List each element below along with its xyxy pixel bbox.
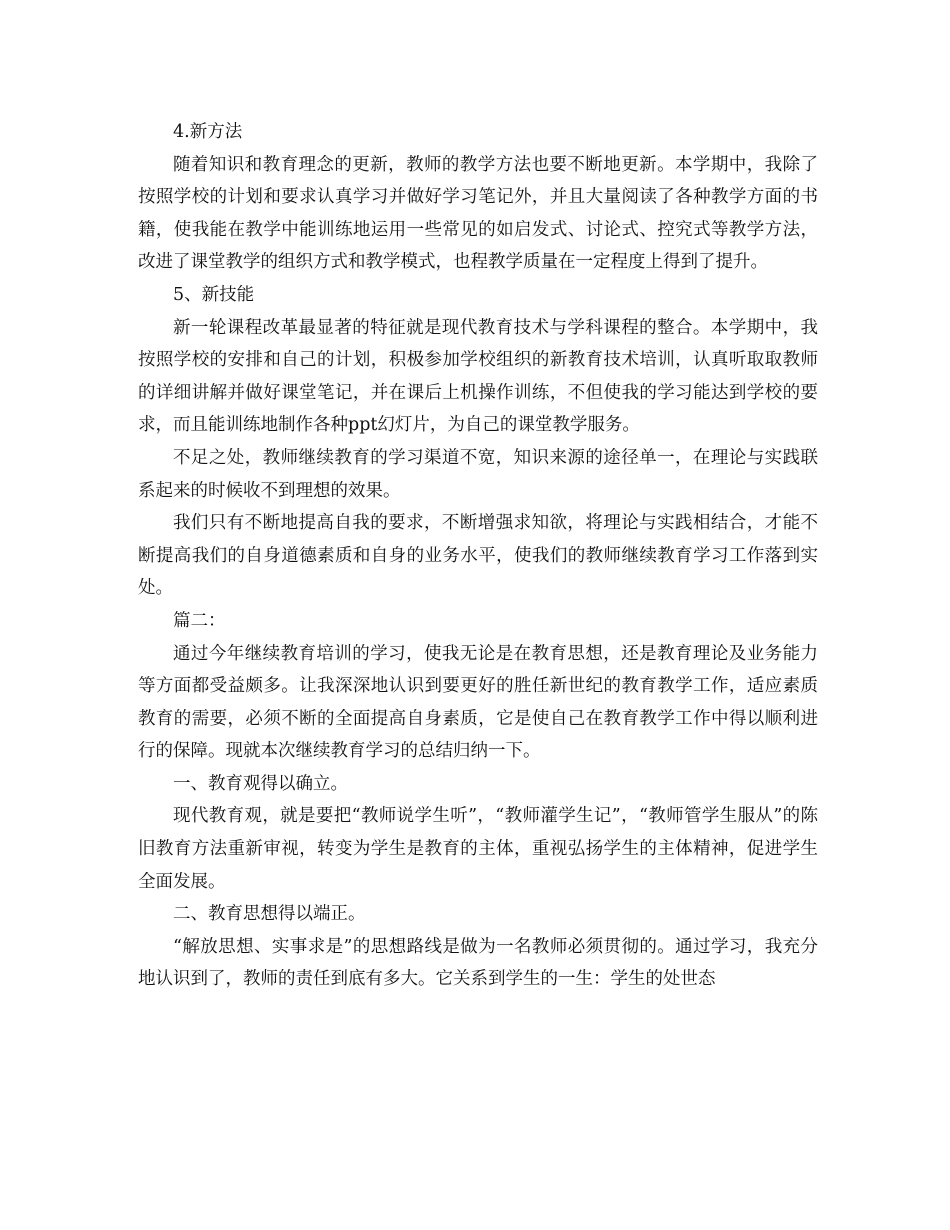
heading-education-view: 一、教育观得以确立。 [173, 773, 348, 794]
document-body [138, 116, 818, 996]
paragraph-training-intro: 通过今年继续教育培训的学习，使我无论是在教育思想，还是教育理论及业务能力等方面都受益颇多。让我深深地认识到要更好的胜任新世纪的教育教学工作，适应素质教育的需要，必须不断的全面提高自身素质，它是使自己在教育教学工作中得以顺利进行的保障。现就本次继续教育学习的总结归纳一下。 [138, 643, 818, 762]
paragraph-new-skills: 新一轮课程改革最显著的特征就是现代教育技术与学科课程的整合。本学期中，我按照学校的安排和自己的计划，积极参加学校组织的新教育技术培训，认真听取取教师的详细讲解并做好课堂笔记，并在课后上机操作训练，不但使我的学习能达到学校的要求，而且能训练地制作各种ppt幻灯片，为自己的课堂教学服务。 [138, 317, 818, 436]
paragraph-education-thought: “解放思想、实事求是”的思想路线是做为一名教师必须贯彻的。通过学习，我充分地认识到了，教师的责任到底有多大。它关系到学生的一生：学生的处世态 [138, 936, 818, 990]
heading-new-methods: 4.新方法 [173, 122, 243, 142]
paragraph-conclusion: 我们只有不断地提高自我的要求，不断增强求知欲，将理论与实践相结合，才能不断提高我们的自身道德素质和自身的业务水平，使我们的教师继续教育学习工作落到实处。 [138, 513, 818, 599]
paragraph-shortcomings: 不足之处，教师继续教育的学习渠道不宽，知识来源的途径单一，在理论与实践联系起来的时候收不到理想的效果。 [138, 447, 818, 501]
paragraph-new-methods: 随着知识和教育理念的更新，教师的教学方法也要不断地更新。本学期中，我除了按照学校的计划和要求认真学习并做好学习笔记外，并且大量阅读了各种教学方面的书籍，使我能在教学中能训练地运用一些常见的如启发式、讨论式、控究式等教学方法，改进了课堂教学的组织方式和教学模式，也程教学质量在一定程度上得到了提升。 [138, 154, 818, 273]
heading-part-two: 篇二： [173, 610, 226, 631]
heading-education-thought: 二、教育思想得以端正。 [173, 904, 366, 925]
paragraph-education-view: 现代教育观，就是要把“教师说学生听”，“教师灌学生记”，“教师管学生服从”的陈旧教育方法重新审视，转变为学生是教育的主体，重视弘扬学生的主体精神，促进学生全面发展。 [138, 806, 818, 892]
heading-new-skills: 5、新技能 [173, 284, 255, 305]
